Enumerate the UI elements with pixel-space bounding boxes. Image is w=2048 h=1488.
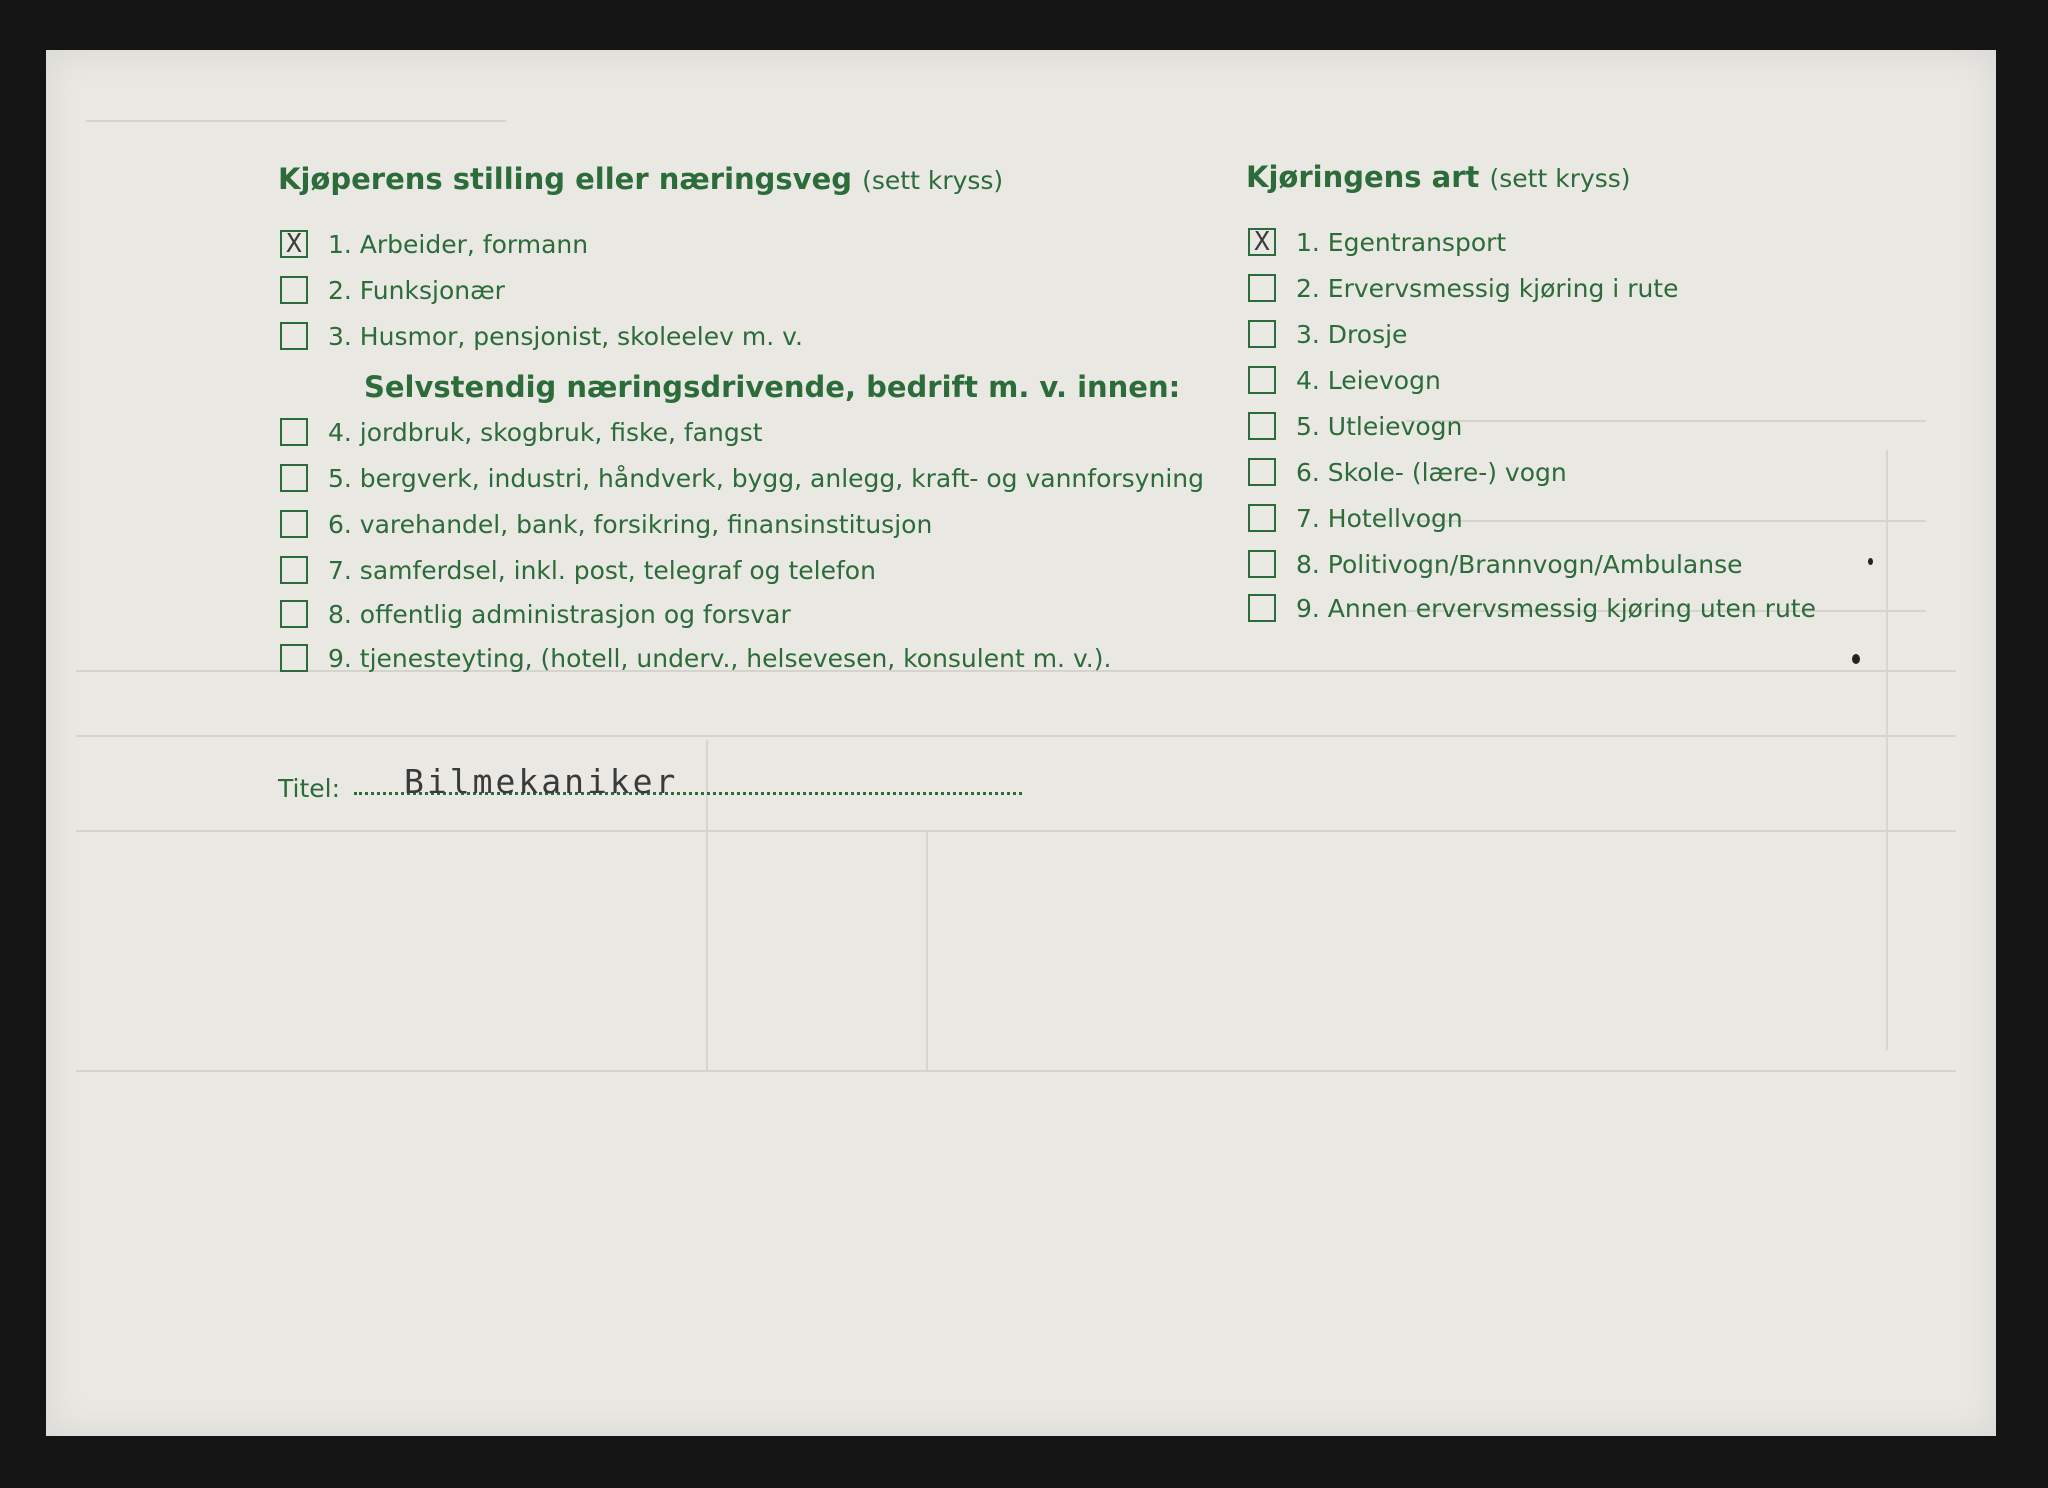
check-mark: X bbox=[1254, 227, 1270, 257]
ink-speck bbox=[1852, 654, 1860, 664]
titel-label: Titel: bbox=[278, 774, 340, 803]
checkbox[interactable] bbox=[1248, 594, 1276, 622]
option-egentransport[interactable] bbox=[1248, 224, 1506, 260]
option-label: 3. Husmor, pensjonist, skoleelev m. v. bbox=[328, 321, 803, 351]
option-label: 2. Ervervsmessig kjøring i rute bbox=[1296, 273, 1679, 303]
option-annen[interactable] bbox=[1248, 590, 1816, 626]
buyer-occupation-title: Kjøperens stilling eller næringsveg bbox=[278, 162, 853, 196]
driving-type-title: Kjøringens art bbox=[1246, 160, 1480, 194]
option-utleievogn[interactable] bbox=[1248, 408, 1462, 444]
titel-value[interactable]: Bilmekaniker bbox=[404, 762, 679, 801]
buyer-occupation-heading bbox=[278, 162, 1003, 196]
option-rute[interactable] bbox=[1248, 270, 1679, 306]
option-label: 7. Hotellvogn bbox=[1296, 503, 1463, 533]
option-label: 1. Egentransport bbox=[1296, 227, 1507, 257]
checkbox[interactable] bbox=[1248, 366, 1276, 394]
checkbox[interactable] bbox=[280, 418, 308, 446]
option-funksjonaer[interactable] bbox=[280, 272, 505, 308]
option-hotellvogn[interactable] bbox=[1248, 500, 1463, 536]
option-label: 9. Annen ervervsmessig kjøring uten rute bbox=[1296, 593, 1816, 623]
checkbox[interactable] bbox=[280, 600, 308, 628]
option-politivogn[interactable] bbox=[1248, 546, 1743, 582]
checkbox[interactable] bbox=[1248, 274, 1276, 302]
checkbox[interactable] bbox=[280, 556, 308, 584]
option-label: 8. Politivogn/Brannvogn/Ambulanse bbox=[1296, 549, 1743, 579]
option-label: 1. Arbeider, formann bbox=[328, 229, 589, 259]
checkbox[interactable] bbox=[280, 276, 308, 304]
checkbox[interactable] bbox=[280, 230, 308, 258]
buyer-occupation-hint: (sett kryss) bbox=[862, 166, 1004, 195]
option-husmor[interactable] bbox=[280, 318, 803, 354]
checkbox[interactable] bbox=[1248, 412, 1276, 440]
option-label: 2. Funksjonær bbox=[328, 275, 505, 305]
option-label: 9. tjenesteyting, (hotell, underv., helsevesen, konsulent m. v.). bbox=[328, 643, 1112, 673]
option-leievogn[interactable] bbox=[1248, 362, 1441, 398]
checkbox[interactable] bbox=[280, 510, 308, 538]
option-skolevogn[interactable] bbox=[1248, 454, 1567, 490]
check-mark: X bbox=[286, 229, 302, 259]
checkbox[interactable] bbox=[1248, 458, 1276, 486]
checkbox[interactable] bbox=[1248, 550, 1276, 578]
option-drosje[interactable] bbox=[1248, 316, 1407, 352]
option-tjenesteyting[interactable] bbox=[280, 640, 1111, 676]
option-label: 4. Leievogn bbox=[1296, 365, 1441, 395]
option-varehandel[interactable] bbox=[280, 506, 932, 542]
option-label: 5. bergverk, industri, håndverk, bygg, anlegg, kraft- og vannforsyning bbox=[328, 463, 1204, 493]
option-label: 4. jordbruk, skogbruk, fiske, fangst bbox=[328, 417, 763, 447]
checkbox[interactable] bbox=[1248, 504, 1276, 532]
option-offentlig[interactable] bbox=[280, 596, 791, 632]
driving-type-hint: (sett kryss) bbox=[1489, 164, 1631, 193]
self-employed-heading: Selvstendig næringsdrivende, bedrift m. v. innen: bbox=[364, 370, 1181, 404]
option-label: 3. Drosje bbox=[1296, 319, 1408, 349]
checkbox[interactable] bbox=[1248, 228, 1276, 256]
checkbox[interactable] bbox=[280, 644, 308, 672]
option-bergverk[interactable] bbox=[280, 460, 1204, 496]
option-jordbruk[interactable] bbox=[280, 414, 763, 450]
option-arbeider[interactable] bbox=[280, 226, 588, 262]
option-samferdsel[interactable] bbox=[280, 552, 876, 588]
ink-speck bbox=[1868, 558, 1873, 565]
checkbox[interactable] bbox=[280, 322, 308, 350]
checkbox[interactable] bbox=[1248, 320, 1276, 348]
option-label: 7. samferdsel, inkl. post, telegraf og telefon bbox=[328, 555, 876, 585]
option-label: 8. offentlig administrasjon og forsvar bbox=[328, 599, 791, 629]
driving-type-heading bbox=[1246, 160, 1631, 194]
option-label: 5. Utleievogn bbox=[1296, 411, 1463, 441]
form-card bbox=[46, 50, 1996, 1436]
option-label: 6. Skole- (lære-) vogn bbox=[1296, 457, 1567, 487]
checkbox[interactable] bbox=[280, 464, 308, 492]
option-label: 6. varehandel, bank, forsikring, finansinstitusjon bbox=[328, 509, 933, 539]
